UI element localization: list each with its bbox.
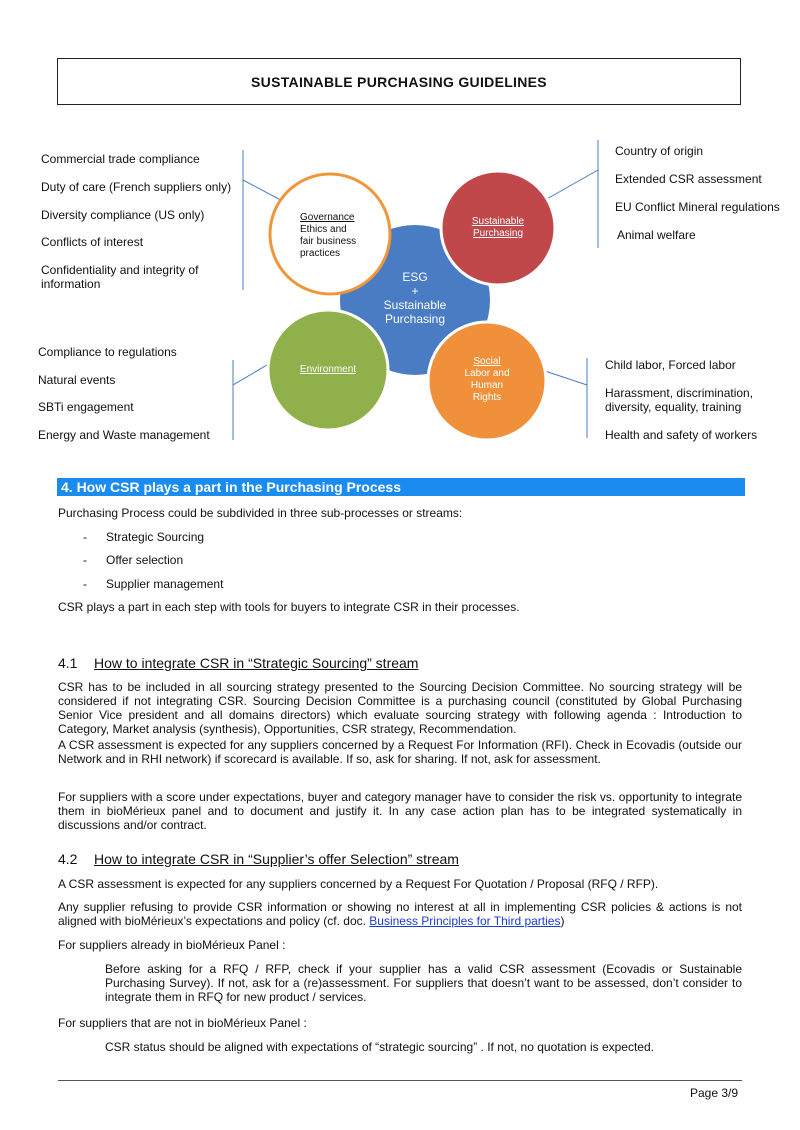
governance-item: Diversity compliance (US only) <box>41 208 205 222</box>
s42-paragraph-6: CSR status should be aligned with expectations of “strategic sourcing” . If not, no quotation is expected. <box>105 1040 654 1054</box>
s41-paragraph-1: CSR has to be included in all sourcing strategy presented to the Sourcing Decision Committee. No sourcing strategy will be considered if not integrating CSR. Sourcing Decision Committee is a purchasing council (constituted by Global Purchasing Senior Vice president and all domains directors) which evaluate sourcing strategy with following agenda : Introduction to Category, Market analysis (synthesis), Opportunities, CSR strategy, Recommendation. <box>58 680 742 736</box>
sustainable-item: EU Conflict Mineral regulations <box>615 200 780 214</box>
center-line3: Sustainable <box>383 298 447 312</box>
s42-paragraph-2-text: Any supplier refusing to provide CSR information or showing no interest at all in implementing CSR policies & actions is not aligned with bioMérieux’s expectations and policy (cf. doc. <box>58 900 742 928</box>
sustainable-label <box>458 216 538 240</box>
sustainable-line1: Sustainable <box>471 216 525 227</box>
bullet-dash: - <box>83 577 87 591</box>
subsection-number: 4.1 <box>58 655 78 671</box>
subsection-title: How to integrate CSR in “Strategic Sourcing” stream <box>94 655 419 671</box>
subsection-4-1-heading <box>58 655 418 671</box>
governance-item: Duty of care (French suppliers only) <box>41 180 232 194</box>
social-label <box>447 356 527 404</box>
center-line4: Purchasing <box>384 312 446 326</box>
s41-paragraph-3: For suppliers with a score under expectations, buyer and category manager have to consider the risk vs. opportunity to integrate them in bioMérieux panel and to document and justify it. In any case action plan has to be integrated systematically in discussions and/or contract. <box>58 790 742 832</box>
bullet-item: Strategic Sourcing <box>106 530 205 544</box>
s42-paragraph-2-end: ) <box>560 914 565 928</box>
governance-item: Conflicts of interest <box>41 235 144 249</box>
center-line2: + <box>411 284 419 298</box>
governance-desc3: practices <box>300 248 341 259</box>
social-item: Health and safety of workers <box>605 428 758 442</box>
s42-paragraph-2 <box>58 900 742 928</box>
s42-paragraph-4: Before asking for a RFQ / RFP, check if your supplier has a valid CSR assessment (Ecovadis or Sustainable Purchasing Survey). If not, ask for a (re)assessment. For suppliers that doesn’t want to be assessed, don’t consider to integrate them in RFQ for new product / services. <box>105 962 742 1004</box>
social-item: Harassment, discrimination, <box>605 386 754 400</box>
s41-paragraph-2: A CSR assessment is expected for any suppliers concerned by a Request For Information (RFI). Check in Ecovadis (outside our Network and in RHI network) if scorecard is available. If so, ask for sharing. If not, ask for assessment. <box>58 738 742 766</box>
section-4-heading: 4. How CSR plays a part in the Purchasing Process <box>57 478 745 496</box>
sustainable-item: Extended CSR assessment <box>615 172 762 186</box>
subsection-number: 4.2 <box>58 851 78 867</box>
page-number: Page 3/9 <box>690 1086 739 1100</box>
s42-paragraph-5: For suppliers that are not in bioMérieux Panel : <box>58 1016 307 1030</box>
social-desc2: Human <box>470 380 504 391</box>
connector-left-bottom <box>233 362 272 385</box>
connector-right-top <box>545 170 598 200</box>
social-title: Social <box>473 356 501 367</box>
environment-label: Environment <box>299 364 357 375</box>
governance-item: information <box>41 277 101 291</box>
governance-title: Governance <box>300 212 355 223</box>
subsection-title: How to integrate CSR in “Supplier’s offer Selection” stream <box>94 851 459 867</box>
section-4-outro: CSR plays a part in each step with tools for buyers to integrate CSR in their processes. <box>58 600 520 614</box>
environment-item: SBTi engagement <box>38 400 134 414</box>
environment-item: Natural events <box>38 373 116 387</box>
bullet-item: Supplier management <box>106 577 224 591</box>
section-4-intro: Purchasing Process could be subdivided in three sub-processes or streams: <box>58 506 463 520</box>
connector-right-bottom <box>542 370 587 385</box>
s42-paragraph-3: For suppliers already in bioMérieux Panel : <box>58 938 286 952</box>
governance-label <box>300 212 370 260</box>
footer-divider <box>58 1080 742 1081</box>
governance-item: Confidentiality and integrity of <box>41 263 199 277</box>
environment-item: Energy and Waste management <box>38 428 210 442</box>
bullet-dash: - <box>83 553 87 567</box>
social-desc1: Labor and <box>464 368 510 379</box>
governance-desc1: Ethics and <box>300 224 347 235</box>
governance-item: Commercial trade compliance <box>41 152 200 166</box>
bullet-dash: - <box>83 530 87 544</box>
social-item: Child labor, Forced labor <box>605 358 736 372</box>
social-desc3: Rights <box>472 392 502 403</box>
business-principles-link[interactable]: Business Principles for Third parties <box>369 914 561 928</box>
social-item: diversity, equality, training <box>605 400 742 414</box>
center-line1: ESG <box>402 270 428 284</box>
center-label <box>370 270 460 326</box>
sustainable-line2: Purchasing <box>472 228 524 239</box>
bullet-item: Offer selection <box>106 553 184 567</box>
environment-item: Compliance to regulations <box>38 345 177 359</box>
s42-paragraph-1: A CSR assessment is expected for any suppliers concerned by a Request For Quotation / Proposal (RFQ / RFP). <box>58 877 659 891</box>
governance-desc2: fair business <box>300 236 357 247</box>
sustainable-item: Animal welfare <box>617 228 696 242</box>
subsection-4-2-heading <box>58 851 459 867</box>
title-box <box>57 58 741 105</box>
sustainable-item: Country of origin <box>615 144 704 158</box>
page-title: SUSTAINABLE PURCHASING GUIDELINES <box>251 73 547 90</box>
